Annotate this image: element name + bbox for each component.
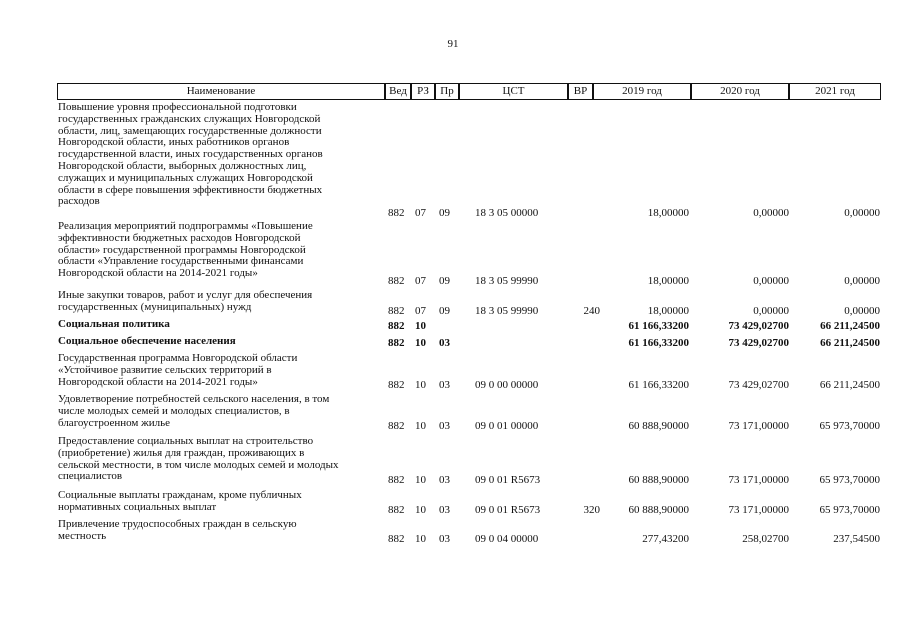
row-rz: 10 bbox=[415, 533, 426, 545]
table-row bbox=[58, 336, 881, 349]
row-2021: 65 973,70000 bbox=[819, 474, 880, 486]
row-2021: 0,00000 bbox=[844, 305, 880, 317]
row-2020: 258,02700 bbox=[742, 533, 789, 545]
row-2019: 60 888,90000 bbox=[628, 420, 689, 432]
header-pr: Пр bbox=[435, 83, 459, 100]
header-ved: Вед bbox=[385, 83, 411, 100]
row-2019: 18,00000 bbox=[647, 207, 689, 219]
row-pr: 03 bbox=[439, 379, 450, 391]
row-name: Государственная программа Новгородской области «Устойчивое развитие сельских территорий в Новгородской области на 2014-2021 годы» bbox=[58, 352, 298, 388]
row-rz: 07 bbox=[415, 207, 426, 219]
header-cst: ЦСТ bbox=[459, 83, 568, 100]
header-2020: 2020 год bbox=[691, 83, 789, 100]
table-row bbox=[58, 436, 881, 486]
header-2019: 2019 год bbox=[593, 83, 691, 100]
row-2019: 60 888,90000 bbox=[628, 504, 689, 516]
row-rz: 07 bbox=[415, 275, 426, 287]
row-pr: 03 bbox=[439, 533, 450, 545]
row-name: Повышение уровня профессиональной подготовки государственных гражданских служащих Новгородской области, лиц, замещающих государственные должности Новгородской области, иных работников органов государственной власти, иных государственных органов Новгородской области, выборных должностных лиц, служащих и муниципальных служащих Новгородской области в сфере повышения эффективности бюджетных расходов bbox=[58, 101, 323, 208]
row-name: Иные закупки товаров, работ и услуг для обеспечения государственных (муниципальных) нужд bbox=[58, 289, 313, 313]
row-name: Социальная политика bbox=[58, 318, 170, 330]
row-pr: 03 bbox=[439, 474, 450, 486]
row-2020: 73 429,02700 bbox=[728, 320, 789, 332]
row-rz: 10 bbox=[415, 420, 426, 432]
row-2021: 0,00000 bbox=[844, 207, 880, 219]
row-name: Предоставление социальных выплат на строительство (приобретение) жилья для граждан, проживающих в сельской местности, в том числе молодых семей и молодых специалистов bbox=[58, 435, 339, 483]
row-2020: 73 171,00000 bbox=[728, 420, 789, 432]
row-rz: 07 bbox=[415, 305, 426, 317]
table-row bbox=[58, 319, 881, 332]
row-rz: 10 bbox=[415, 320, 426, 332]
row-2019: 277,43200 bbox=[642, 533, 689, 545]
row-ved: 882 bbox=[388, 420, 405, 432]
table-row bbox=[58, 102, 881, 219]
row-cst: 09 0 01 R5673 bbox=[475, 504, 541, 516]
row-vr: 320 bbox=[583, 504, 600, 516]
row-2019: 18,00000 bbox=[647, 305, 689, 317]
row-rz: 10 bbox=[415, 337, 426, 349]
table-row bbox=[58, 290, 881, 317]
row-ved: 882 bbox=[388, 207, 405, 219]
row-name: Удовлетворение потребностей сельского населения, в том числе молодых семей и молодых специалистов, в благоустроенном жилье bbox=[58, 393, 330, 429]
row-2019: 61 166,33200 bbox=[628, 337, 689, 349]
row-ved: 882 bbox=[388, 337, 405, 349]
row-2021: 65 973,70000 bbox=[819, 420, 880, 432]
row-name: Социальное обеспечение населения bbox=[58, 335, 236, 347]
row-2021: 65 973,70000 bbox=[819, 504, 880, 516]
table-row bbox=[58, 394, 881, 432]
row-cst: 09 0 04 00000 bbox=[475, 533, 539, 545]
row-2020: 73 429,02700 bbox=[728, 337, 789, 349]
row-name: Привлечение трудоспособных граждан в сельскую местность bbox=[58, 518, 297, 542]
header-name: Наименование bbox=[57, 83, 385, 100]
row-cst: 18 3 05 00000 bbox=[475, 207, 539, 219]
row-2020: 73 429,02700 bbox=[728, 379, 789, 391]
table-row bbox=[58, 519, 881, 545]
row-rz: 10 bbox=[415, 474, 426, 486]
row-ved: 882 bbox=[388, 320, 405, 332]
row-name: Реализация мероприятий подпрограммы «Повышение эффективности бюджетных расходов Новгородской области» государственной программы Новгородской области «Управление государственными финансами Новгородской области на 2014-2021 годы» bbox=[58, 220, 313, 280]
row-pr: 03 bbox=[439, 337, 450, 349]
table-row bbox=[58, 221, 881, 287]
row-2021: 66 211,24500 bbox=[820, 337, 880, 349]
row-2020: 73 171,00000 bbox=[728, 504, 789, 516]
row-2021: 237,54500 bbox=[833, 533, 880, 545]
row-ved: 882 bbox=[388, 305, 405, 317]
row-2021: 66 211,24500 bbox=[820, 320, 880, 332]
row-pr: 03 bbox=[439, 504, 450, 516]
row-2020: 0,00000 bbox=[753, 275, 789, 287]
row-name: Социальные выплаты гражданам, кроме публичных нормативных социальных выплат bbox=[58, 489, 302, 513]
row-ved: 882 bbox=[388, 275, 405, 287]
row-pr: 09 bbox=[439, 207, 450, 219]
row-2021: 0,00000 bbox=[844, 275, 880, 287]
row-2019: 61 166,33200 bbox=[628, 320, 689, 332]
row-2020: 73 171,00000 bbox=[728, 474, 789, 486]
row-ved: 882 bbox=[388, 533, 405, 545]
row-2019: 60 888,90000 bbox=[628, 474, 689, 486]
page-number: 91 bbox=[447, 38, 459, 50]
row-cst: 09 0 01 00000 bbox=[475, 420, 539, 432]
row-cst: 09 0 01 R5673 bbox=[475, 474, 541, 486]
row-ved: 882 bbox=[388, 474, 405, 486]
row-rz: 10 bbox=[415, 504, 426, 516]
header-vr: ВР bbox=[568, 83, 593, 100]
row-vr: 240 bbox=[583, 305, 600, 317]
row-2020: 0,00000 bbox=[753, 207, 789, 219]
row-pr: 03 bbox=[439, 420, 450, 432]
table-row bbox=[58, 353, 881, 391]
row-ved: 882 bbox=[388, 504, 405, 516]
row-pr: 09 bbox=[439, 275, 450, 287]
row-2020: 0,00000 bbox=[753, 305, 789, 317]
row-2019: 18,00000 bbox=[647, 275, 689, 287]
row-cst: 18 3 05 99990 bbox=[475, 305, 539, 317]
row-pr: 09 bbox=[439, 305, 450, 317]
header-rz: РЗ bbox=[411, 83, 435, 100]
table-row bbox=[58, 490, 881, 516]
row-rz: 10 bbox=[415, 379, 426, 391]
row-cst: 18 3 05 99990 bbox=[475, 275, 539, 287]
row-2021: 66 211,24500 bbox=[819, 379, 880, 391]
header-2021: 2021 год bbox=[789, 83, 881, 100]
row-cst: 09 0 00 00000 bbox=[475, 379, 539, 391]
row-2019: 61 166,33200 bbox=[628, 379, 689, 391]
row-ved: 882 bbox=[388, 379, 405, 391]
